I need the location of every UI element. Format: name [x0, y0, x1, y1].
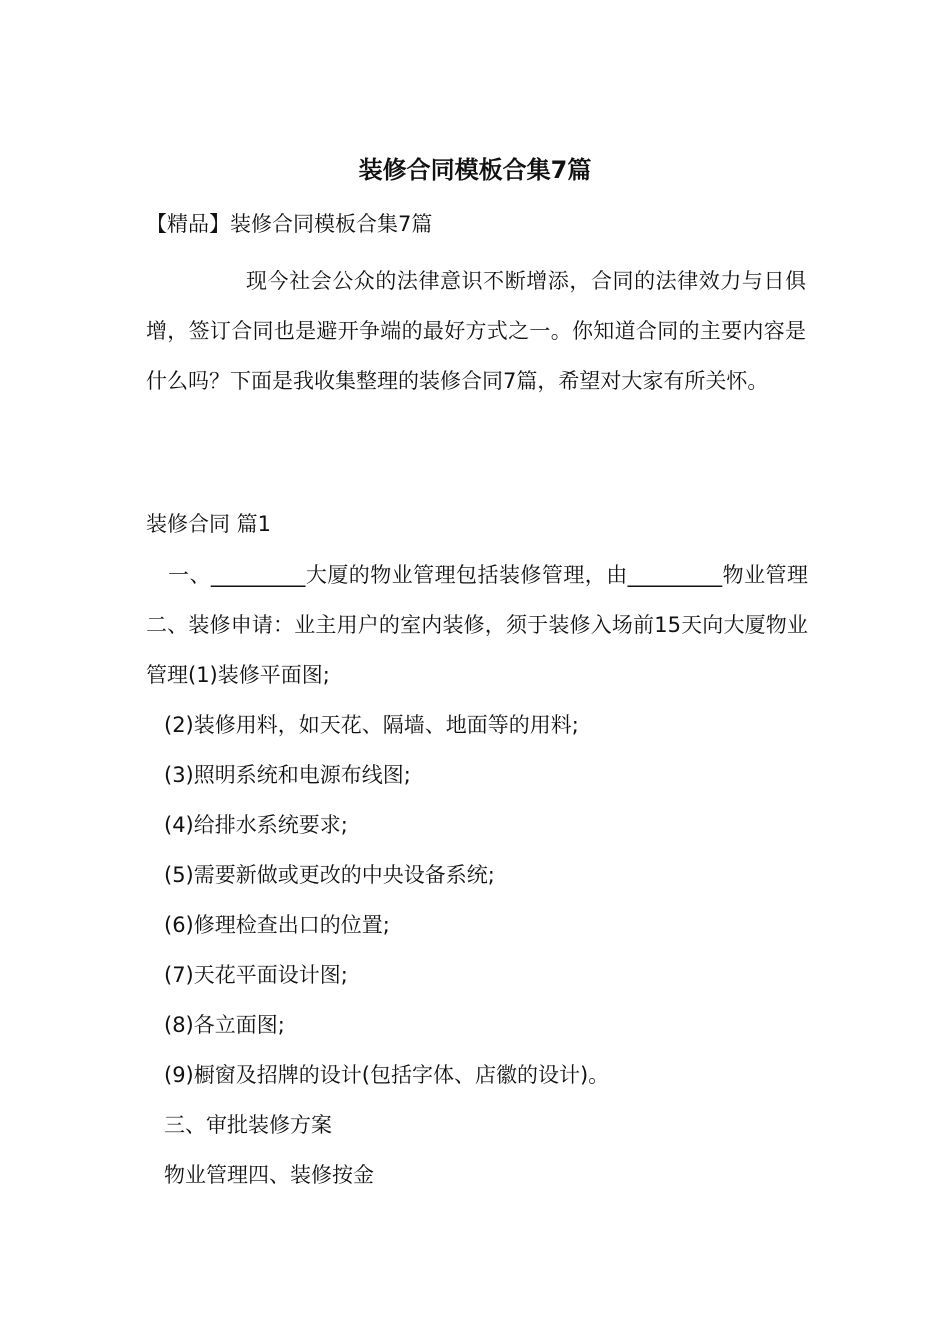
clause-one-paragraph: 一、_________大厦的物业管理包括装修管理，由_________物业管理二、装修申请：业主用户的室内装修，须于装修入场前15天向大厦物业管理(1)装修平面图; — [146, 563, 808, 687]
list-item: (2)装修用料，如天花、隔墙、地面等的用料; — [164, 713, 579, 737]
list-item: (6)修理检查出口的位置; — [164, 913, 390, 937]
document-title: 装修合同模板合集7篇 — [358, 156, 592, 184]
list-item: 三、审批装修方案 — [164, 1113, 332, 1137]
list-item: (4)给排水系统要求; — [164, 813, 348, 837]
clause-items-list — [164, 700, 609, 1200]
list-item: (5)需要新做或更改的中央设备系统; — [164, 863, 495, 887]
document-subtitle: 【精品】装修合同模板合集7篇 — [146, 212, 433, 236]
list-item: (9)橱窗及招牌的设计(包括字体、店徽的设计)。 — [164, 1063, 610, 1087]
list-item: (8)各立面图; — [164, 1013, 285, 1037]
list-item: (7)天花平面设计图; — [164, 963, 348, 987]
section-heading: 装修合同 篇1 — [146, 512, 272, 536]
list-item: (3)照明系统和电源布线图; — [164, 763, 411, 787]
list-item: 物业管理四、装修按金 — [164, 1163, 374, 1187]
intro-paragraph: 现今社会公众的法律意识不断增添，合同的法律效力与日俱增，签订合同也是避开争端的最好方式之一。你知道合同的主要内容是什么吗？下面是我收集整理的装修合同7篇，希望对大家有所关怀。 — [146, 269, 806, 393]
